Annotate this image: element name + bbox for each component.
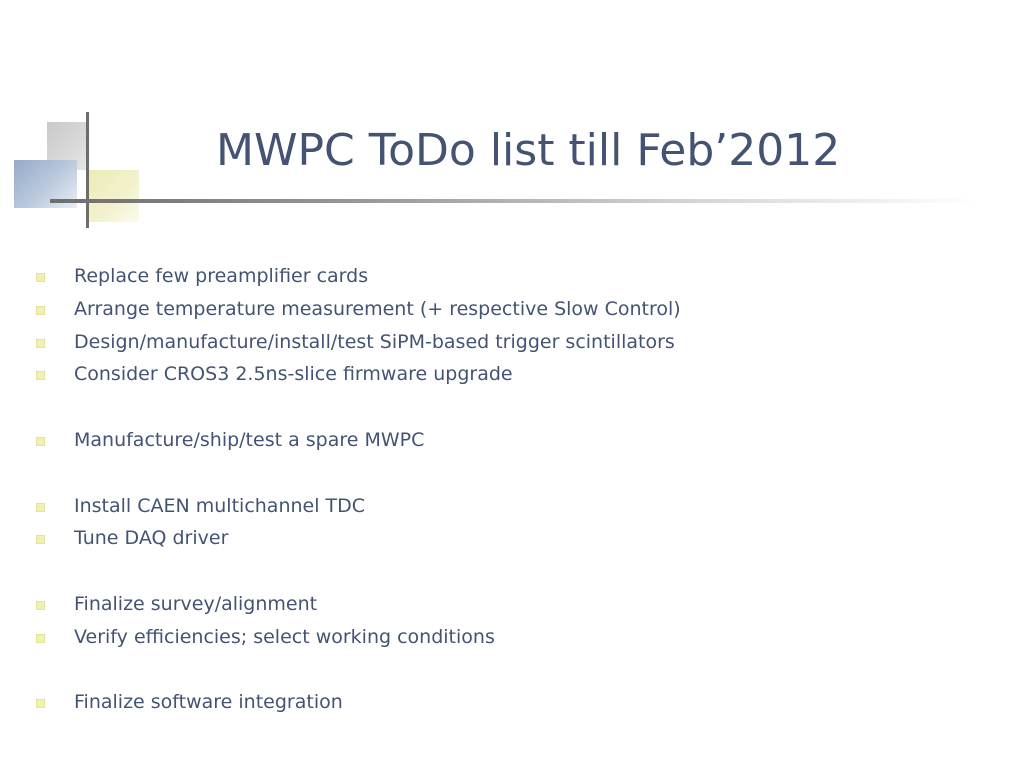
square-bullet-icon xyxy=(36,601,45,610)
square-bullet-icon xyxy=(36,273,45,282)
list-item xyxy=(36,490,996,523)
list-item xyxy=(36,522,996,555)
list-item-text: Arrange temperature measurement (+ respective Slow Control) xyxy=(74,297,681,320)
list-item-text: Install CAEN multichannel TDC xyxy=(74,494,366,517)
title-underline xyxy=(50,199,980,203)
square-bullet-icon xyxy=(36,437,45,446)
list-item-text: Design/manufacture/install/test SiPM-based trigger scintillators xyxy=(74,330,675,353)
square-bullet-icon xyxy=(36,306,45,315)
decorative-yellow-square xyxy=(89,170,139,222)
square-bullet-icon xyxy=(36,699,45,708)
list-item xyxy=(36,621,996,654)
square-bullet-icon xyxy=(36,339,45,348)
list-item xyxy=(36,260,996,293)
slide-title: MWPC ToDo list till Feb’2012 xyxy=(216,125,841,176)
list-item xyxy=(36,326,996,359)
square-bullet-icon xyxy=(36,503,45,512)
decorative-vertical-line xyxy=(86,112,89,228)
square-bullet-icon xyxy=(36,371,45,380)
list-item xyxy=(36,424,996,457)
list-item xyxy=(36,358,996,391)
list-item xyxy=(36,686,996,719)
square-bullet-icon xyxy=(36,535,45,544)
list-item-text: Consider CROS3 2.5ns-slice firmware upgrade xyxy=(74,363,513,386)
list-item xyxy=(36,293,996,326)
list-item-text: Manufacture/ship/test a spare MWPC xyxy=(74,428,425,451)
list-item xyxy=(36,588,996,621)
square-bullet-icon xyxy=(36,634,45,643)
list-item-text: Replace few preamplifier cards xyxy=(74,265,369,287)
list-item-text: Verify efficiencies; select working conditions xyxy=(74,625,495,648)
list-item-text: Finalize survey/alignment xyxy=(74,592,318,615)
list-item-text: Tune DAQ driver xyxy=(74,527,229,550)
todo-list xyxy=(36,260,996,719)
list-item-text: Finalize software integration xyxy=(74,691,343,714)
